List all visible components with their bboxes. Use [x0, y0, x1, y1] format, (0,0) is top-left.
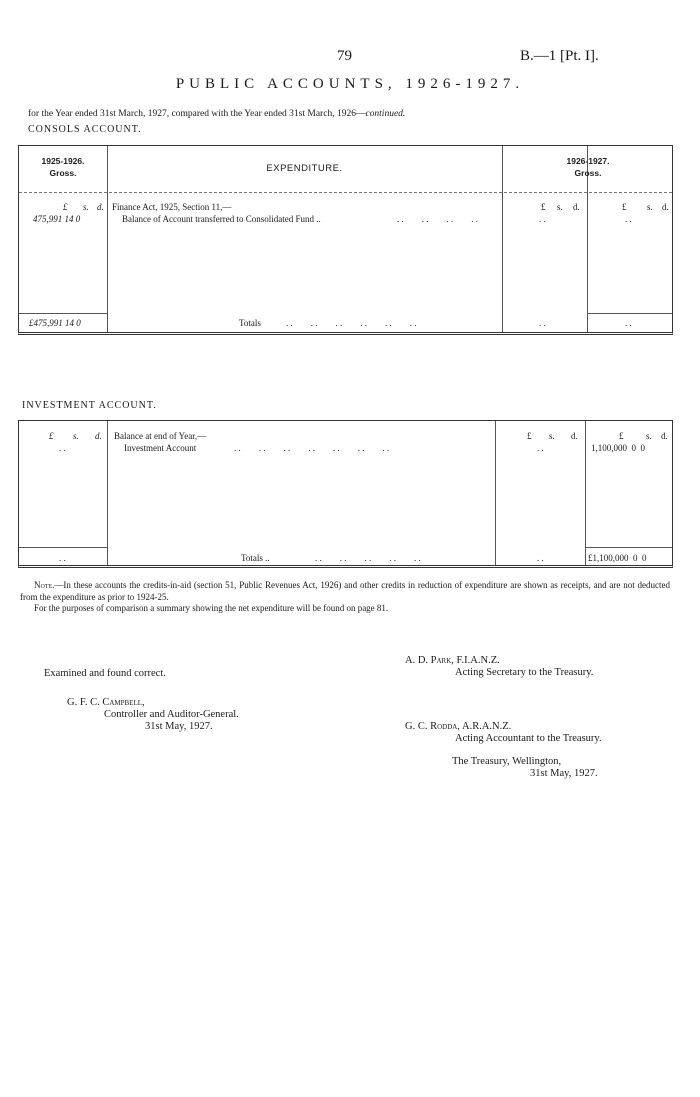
investment-curr1-lsd-d: d. [571, 431, 578, 441]
park-title: Acting Secretary to the Treasury. [455, 667, 594, 678]
page-subtitle [28, 109, 405, 119]
note-label: Note. [34, 580, 55, 590]
investment-prev-total: . . [59, 553, 66, 563]
investment-curr2-amount: 1,100,000 0 0 [591, 443, 645, 453]
investment-curr2-lsd-l: £ [619, 431, 624, 441]
investment-item-line: Investment Account [124, 443, 197, 453]
consols-curr2-total: . . [625, 318, 632, 328]
consols-totals-label: Totals [239, 318, 261, 328]
investment-prev-lsd-d: d. [95, 431, 102, 441]
consols-curr-gross-header: Gross. [574, 168, 602, 178]
note-text-2: For the purposes of comparison a summary showing the net expenditure will be found on page 81. [34, 603, 389, 613]
consols-prev-gross-header: Gross. [49, 168, 77, 178]
treasury-date: 31st May, 1927. [530, 768, 598, 779]
page-title: PUBLIC ACCOUNTS, 1926-1927. [175, 76, 525, 92]
examined-statement: Examined and found correct. [44, 668, 166, 679]
consols-curr1-lsd-d: d. [573, 202, 580, 212]
auditor-title: Controller and Auditor-General. [104, 709, 239, 720]
consols-prev-lsd-d: d. [97, 202, 104, 212]
consols-curr1-lsd-s: s. [557, 202, 563, 212]
consols-expenditure-header: EXPENDITURE. [266, 163, 343, 174]
investment-curr1-lsd-s: s. [549, 431, 555, 441]
consols-curr2-value: . . [625, 214, 632, 224]
note-text-1: —In these accounts the credits-in-aid (section 51, Public Revenues Act, 1926) and other credits in reduction of expenditure are shown as receipts, and are not deducted from the expenditure as prior to 1924-25. [20, 580, 670, 602]
consols-section-title: CONSOLS ACCOUNT. [28, 124, 142, 135]
consols-prev-year-header: 1925-1926. [41, 156, 85, 166]
document-reference: B.—1 [Pt. I]. [520, 48, 599, 64]
rodda-title: Acting Accountant to the Treasury. [455, 733, 602, 744]
subtitle-continued: continued. [365, 109, 406, 119]
consols-table [18, 145, 673, 335]
treasury-place: The Treasury, Wellington, [452, 756, 562, 767]
consols-curr1-total: . . [539, 318, 546, 328]
investment-item-heading: Balance at end of Year,— [114, 431, 207, 441]
investment-item-leaders: . . . . . . . . . . . . . . [234, 443, 390, 453]
investment-totals-label: Totals .. [241, 553, 270, 563]
page-number: 79 [337, 48, 352, 64]
consols-curr1-value: . . [539, 214, 546, 224]
consols-curr-year-header: 1926-1927. [566, 156, 610, 166]
consols-prev-lsd-s: s. [83, 202, 89, 212]
consols-curr2-lsd-d: d. [662, 202, 669, 212]
subtitle-main: for the Year ended 31st March, 1927, compared with the Year ended 31st March, 1926— [28, 109, 366, 119]
auditor-name: G. F. C. Campbell, [67, 697, 145, 708]
consols-curr2-lsd-s: s. [647, 202, 653, 212]
investment-prev-lsd-l: £ [49, 431, 54, 441]
consols-prev-total: £475,991 14 0 [29, 318, 81, 328]
consols-item-line: Balance of Account transferred to Consolidated Fund .. [122, 214, 321, 224]
investment-curr1-value: . . [537, 443, 544, 453]
rodda-name: G. C. Rodda, A.R.A.N.Z. [405, 721, 512, 732]
investment-totals-leaders: . . . . . . . . . . [315, 553, 421, 563]
investment-curr1-total: . . [537, 553, 544, 563]
note-paragraph [20, 580, 670, 615]
auditor-date: 31st May, 1927. [145, 721, 213, 732]
investment-table [18, 420, 673, 568]
investment-prev-value: . . [59, 443, 66, 453]
consols-curr2-lsd-l: £ [622, 202, 627, 212]
investment-prev-lsd-s: s. [73, 431, 79, 441]
investment-curr2-lsd-d: d. [661, 431, 668, 441]
consols-item-heading: Finance Act, 1925, Section 11,— [112, 202, 232, 212]
consols-curr1-lsd-l: £ [541, 202, 546, 212]
park-name: A. D. Park, F.I.A.N.Z. [405, 655, 500, 666]
consols-prev-amount: 475,991 14 0 [33, 214, 81, 224]
investment-curr1-lsd-l: £ [527, 431, 532, 441]
investment-section-title: INVESTMENT ACCOUNT. [22, 400, 157, 411]
consols-prev-lsd-l: £ [63, 202, 68, 212]
investment-curr2-total: £1,100,000 0 0 [588, 553, 647, 563]
consols-item-leaders: . . . . . . . . [397, 214, 478, 224]
consols-totals-leaders: . . . . . . . . . . . . [286, 318, 417, 328]
investment-curr2-lsd-s: s. [646, 431, 652, 441]
